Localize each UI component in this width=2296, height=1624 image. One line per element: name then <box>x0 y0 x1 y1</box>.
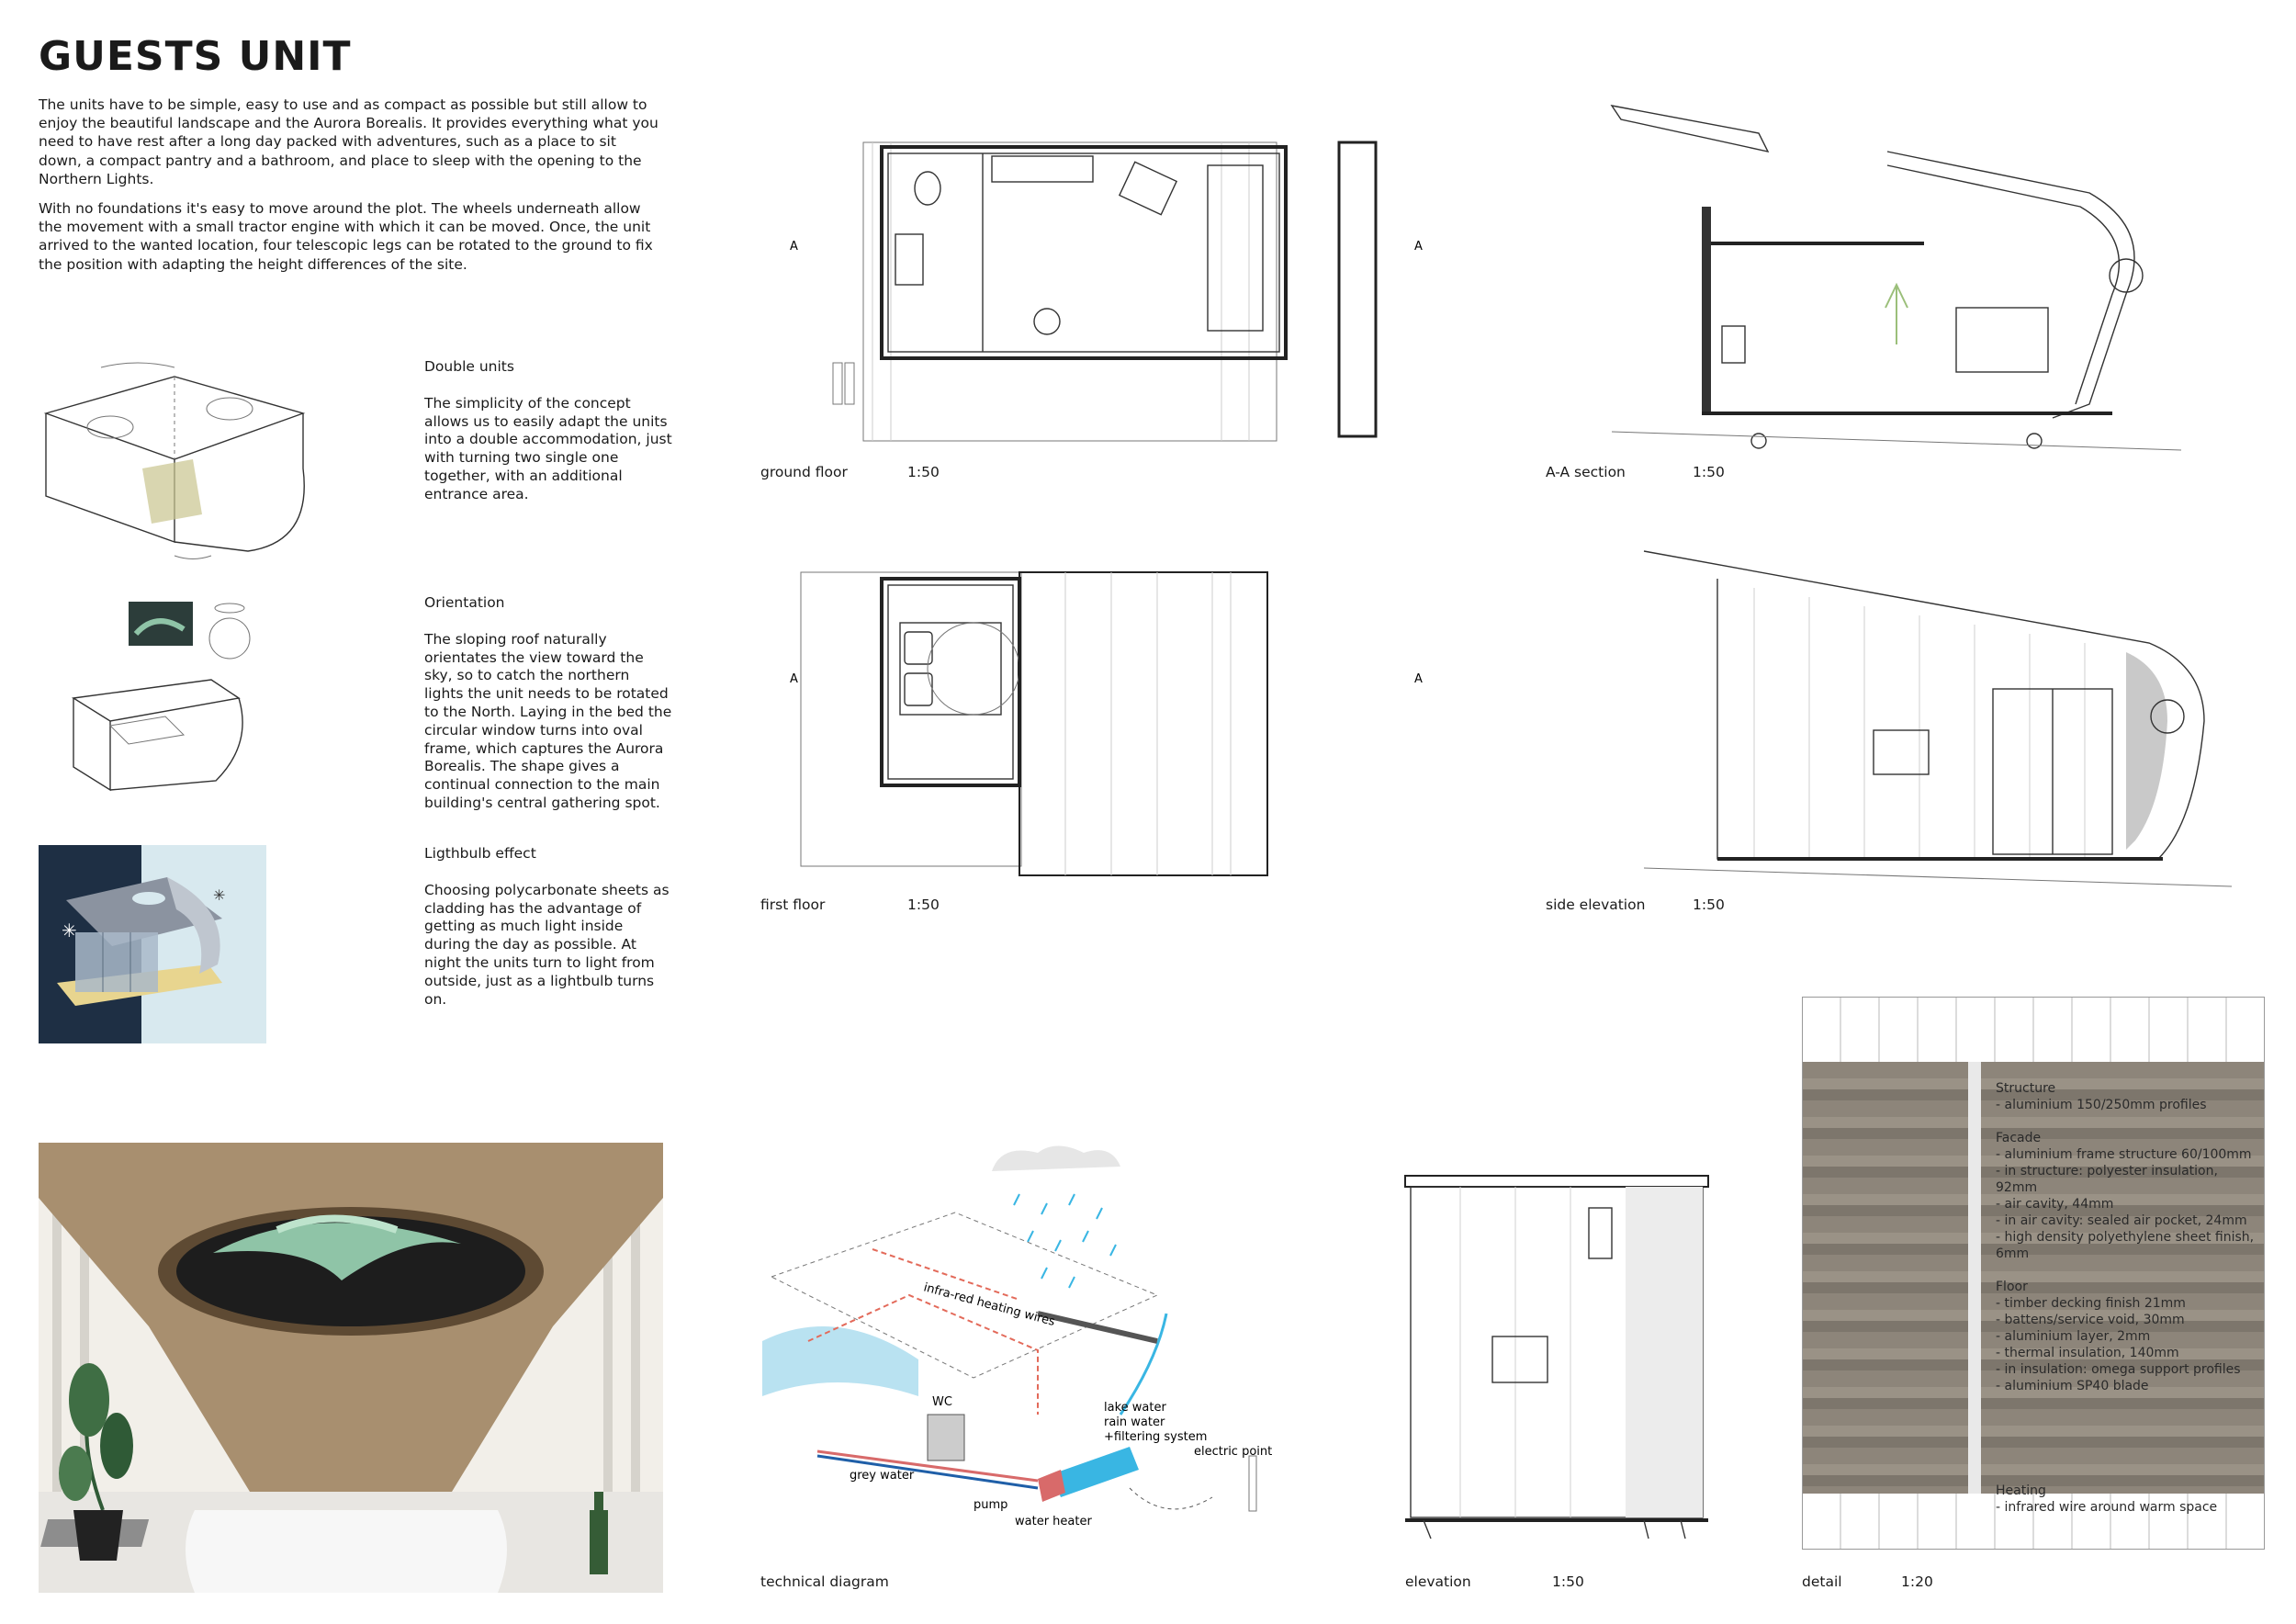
technical-diagram <box>762 1139 1295 1543</box>
detail-note: - in air cavity: sealed air pocket, 24mm <box>1996 1213 2247 1228</box>
detail-structure-heading: Structure <box>1996 1081 2056 1096</box>
detail-note: - battens/service void, 30mm <box>1996 1313 2185 1327</box>
intro-text <box>39 96 663 285</box>
section-marker: A <box>1414 240 1423 254</box>
double-units-diagram <box>37 358 312 570</box>
detail-caption: detail <box>1802 1573 1842 1590</box>
detail-note: - aluminium frame structure 60/100mm <box>1996 1147 2252 1162</box>
concept-lightbulb <box>424 845 672 1009</box>
detail-floor-heading: Floor <box>1996 1280 2028 1294</box>
aa-section-scale: 1:50 <box>1693 464 1725 480</box>
concept-body: The sloping roof naturally orientates the view toward the sky, so to catch the northern lights the unit needs to be rotated to the North. Laying in the bed the circular window turns into oval frame, which captures the Aurora Borealis. The shape gives a continual connection to the main building's central gathering spot. <box>424 630 672 811</box>
ground-floor-scale: 1:50 <box>907 464 940 480</box>
elevation-scale: 1:50 <box>1552 1573 1584 1590</box>
section-marker: A <box>790 672 798 686</box>
first-floor-plan <box>790 568 1423 880</box>
detail-notes <box>1996 1080 2262 1516</box>
rain-water-label: rain water <box>1104 1415 1165 1429</box>
heating-label: infra-red heating wires <box>921 1280 1057 1330</box>
detail-note: - aluminium 150/250mm profiles <box>1996 1098 2207 1112</box>
section-marker: A <box>1414 672 1423 686</box>
first-floor-caption: first floor <box>760 897 826 913</box>
technical-diagram-caption: technical diagram <box>760 1573 889 1590</box>
concept-body: Choosing polycarbonate sheets as cladding has the advantage of getting as much light inside during the day as possible. At night the units turn to light from outside, just as a lightbulb turns on. <box>424 881 670 1008</box>
water-heater-label: water heater <box>1015 1515 1092 1528</box>
concept-heading: Double units <box>424 358 514 375</box>
orientation-diagram <box>55 597 312 799</box>
svg-text:✳: ✳ <box>213 886 226 904</box>
detail-note: - in insulation: omega support profiles <box>1996 1362 2241 1377</box>
detail-note: - aluminium SP40 blade <box>1996 1379 2149 1393</box>
ground-floor-plan <box>790 138 1423 450</box>
detail-drawing <box>1802 997 2265 1550</box>
concept-orientation <box>424 594 672 813</box>
concept-heading: Ligthbulb effect <box>424 845 536 862</box>
svg-text:✳: ✳ <box>62 919 77 942</box>
detail-note: - air cavity, 44mm <box>1996 1197 2114 1212</box>
ground-floor-caption: ground floor <box>760 464 848 480</box>
intro-paragraph-2: With no foundations it's easy to move around the plot. The wheels underneath allow the movement with a small tractor engine with which it can be moved. Once, the unit arrived to the wanted location, four telescopic legs can be rotated to the ground to fix the position with adapting the height differences of the site. <box>39 200 653 273</box>
aa-section-caption: A-A section <box>1546 464 1626 480</box>
side-elevation <box>1644 547 2232 905</box>
detail-note: - thermal insulation, 140mm <box>1996 1346 2179 1360</box>
detail-profile <box>1968 1062 1981 1494</box>
detail-note: - aluminium layer, 2mm <box>1996 1329 2151 1344</box>
aa-section <box>1612 101 2181 459</box>
detail-note: - timber decking finish 21mm <box>1996 1296 2186 1311</box>
page-title: GUESTS UNIT <box>39 33 352 80</box>
lightbulb-illustration <box>39 845 266 1043</box>
detail-facade-heading: Facade <box>1996 1131 2042 1145</box>
detail-top-profile <box>1803 998 2264 1062</box>
grey-water-label: grey water <box>850 1469 915 1483</box>
detail-note: - high density polyethylene sheet finish, 6mm <box>1996 1230 2255 1261</box>
section-marker: A <box>790 240 798 254</box>
concept-body: The simplicity of the concept allows us to easily adapt the units into a double accommodation, just with turning two single one together, with an additional entrance area. <box>424 394 672 502</box>
intro-paragraph-1: The units have to be simple, easy to use and as compact as possible but still allow to enjoy the beautiful landscape and the Aurora Borealis. It provides everything what you need to have rest after a long day packed with adventures, such as a place to sit down, a compact pantry and a bathroom, and place to sleep with the opening to the Northern Lights. <box>39 96 658 187</box>
lake-water-label: lake water <box>1104 1401 1166 1415</box>
front-elevation <box>1405 1171 1717 1548</box>
elevation-caption: elevation <box>1405 1573 1471 1590</box>
filtering-label: +filtering system <box>1104 1430 1208 1444</box>
detail-heating-heading: Heating <box>1996 1483 2046 1498</box>
detail-scale: 1:20 <box>1901 1573 1933 1590</box>
wc-label: WC <box>932 1395 952 1409</box>
side-elevation-caption: side elevation <box>1546 897 1646 913</box>
interior-aurora-illustration <box>39 1143 663 1593</box>
side-elevation-scale: 1:50 <box>1693 897 1725 913</box>
concept-heading: Orientation <box>424 594 505 611</box>
pump-label: pump <box>974 1498 1008 1512</box>
detail-note: - infrared wire around warm space <box>1996 1500 2218 1515</box>
detail-note: - in structure: polyester insulation, 92mm <box>1996 1164 2218 1195</box>
electric-point-label: electric point <box>1194 1445 1273 1459</box>
first-floor-scale: 1:50 <box>907 897 940 913</box>
concept-double-units <box>424 358 672 504</box>
